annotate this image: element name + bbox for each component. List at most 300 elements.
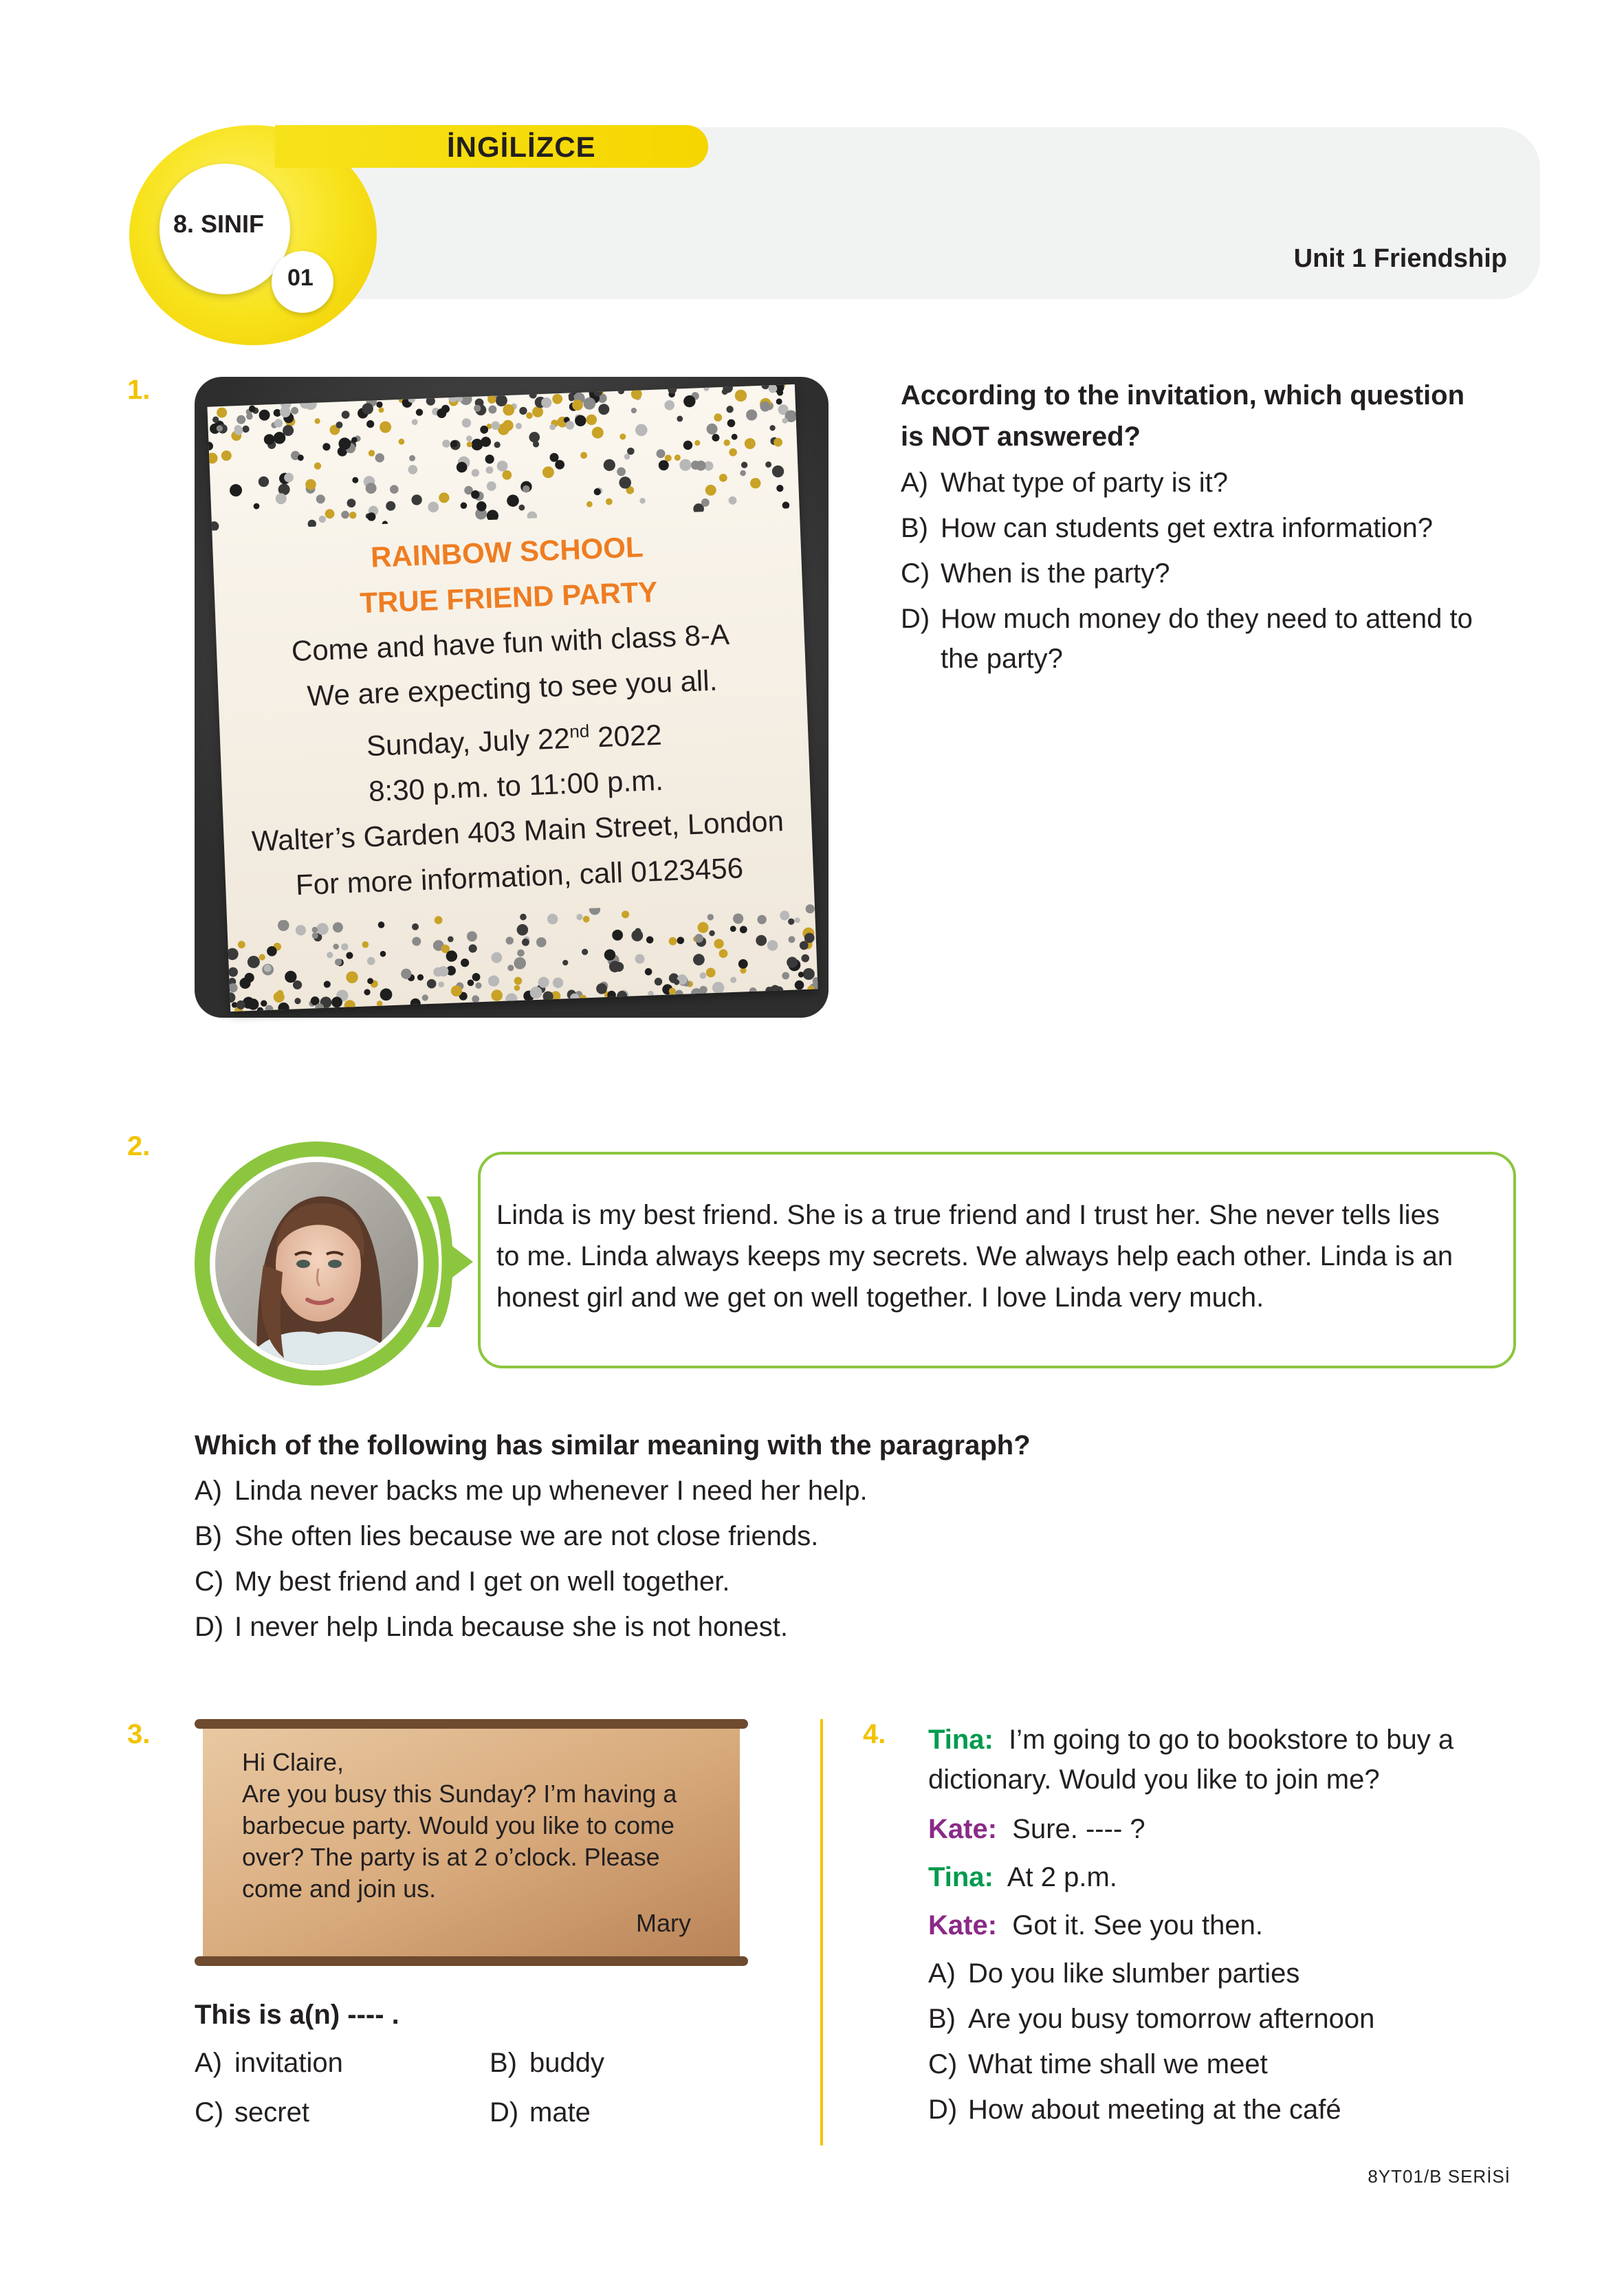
confetti-dot (341, 411, 349, 419)
confetti-dot (494, 441, 501, 448)
confetti-dot (730, 976, 736, 983)
confetti-dot (296, 925, 307, 936)
confetti-dot (586, 501, 593, 507)
q2-option-d[interactable] (195, 1606, 788, 1648)
confetti-dot (562, 960, 569, 966)
q1-option-c[interactable] (901, 553, 1170, 594)
invitation-date-main: Sunday, July 22 (366, 721, 571, 763)
option-letter: A) (195, 1476, 222, 1506)
confetti-dot (428, 501, 439, 512)
confetti-top-decoration (207, 384, 799, 531)
confetti-dot (679, 459, 692, 471)
confetti-dot (514, 976, 522, 985)
invitation-place: Walter’s Garden 403 Main Street, London (251, 805, 784, 857)
confetti-dot (398, 439, 404, 445)
confetti-dot (718, 949, 727, 958)
option-letter: C) (901, 558, 930, 589)
confetti-dot (664, 400, 674, 411)
q2-option-b[interactable] (195, 1516, 818, 1557)
confetti-dot (586, 414, 597, 425)
confetti-dot (782, 972, 789, 979)
confetti-dot (553, 977, 564, 988)
confetti-dot (333, 922, 344, 933)
confetti-dot (496, 461, 507, 472)
confetti-dot (646, 936, 654, 943)
confetti-dot (502, 470, 512, 480)
confetti-dot (712, 982, 725, 994)
dialogue-line-4 (928, 1905, 1263, 1946)
q2-question: Which of the following has similar meaning with the paragraph? (195, 1430, 1031, 1461)
dialogue-line-1-cont: dictionary. Would you like to join me? (928, 1764, 1380, 1795)
confetti-dot (740, 926, 747, 933)
confetti-dot (347, 499, 355, 507)
confetti-dot (467, 979, 474, 986)
option-text: My best friend and I get on well together. (234, 1566, 730, 1597)
note-line-4: over? The party is at 2 o’clock. Please (242, 1843, 660, 1871)
dialogue-line-2 (928, 1808, 1145, 1850)
confetti-dot (408, 465, 417, 474)
invitation-time: 8:30 p.m. to 11:00 p.m. (368, 763, 664, 808)
confetti-dot (542, 466, 555, 479)
confetti-dot (683, 440, 693, 450)
confetti-dot (635, 954, 645, 964)
confetti-dot (278, 919, 289, 931)
confetti-dot (761, 384, 769, 389)
confetti-dot (448, 936, 454, 942)
confetti-dot (333, 943, 339, 950)
note-text (242, 1747, 710, 1905)
confetti-dot (693, 954, 705, 965)
confetti-dot (259, 954, 265, 961)
confetti-dot (536, 937, 547, 948)
girl-portrait (215, 1162, 418, 1365)
confetti-dot (380, 951, 386, 957)
confetti-dot (468, 944, 477, 953)
option-text: invitation (234, 2048, 343, 2078)
confetti-dot (776, 398, 782, 404)
confetti-dot (780, 910, 790, 921)
confetti-dot (411, 494, 422, 505)
confetti-dot (488, 405, 496, 413)
option-text: When is the party? (941, 558, 1170, 589)
confetti-dot (487, 481, 496, 491)
dialogue-line-1 (928, 1719, 1453, 1760)
confetti-dot (364, 989, 371, 996)
q1-option-b[interactable] (901, 507, 1433, 549)
option-letter: D) (901, 604, 930, 634)
option-text: What type of party is it? (941, 468, 1228, 498)
column-divider (820, 1719, 823, 2145)
confetti-dot (221, 450, 232, 461)
confetti-dot (382, 521, 388, 527)
confetti-dot (416, 408, 424, 416)
confetti-dot (801, 954, 809, 963)
confetti-dot (576, 914, 583, 921)
q1-question-line-1: According to the invitation, which question (901, 380, 1464, 411)
confetti-dot (714, 939, 724, 949)
option-text: mate (529, 2097, 591, 2128)
confetti-dot (390, 485, 399, 494)
confetti-dot (514, 985, 520, 991)
option-letter: A) (928, 1958, 956, 1989)
confetti-dot (677, 415, 683, 422)
question-number-3: 3. (127, 1719, 151, 1749)
invitation-school: RAINBOW SCHOOL (370, 530, 644, 573)
paragraph-line-2: to me. Linda always keeps my secrets. We always help each other. Linda is an (496, 1241, 1453, 1271)
q3-option-a[interactable] (195, 2042, 343, 2084)
confetti-dot (580, 452, 587, 459)
confetti-dot (694, 440, 701, 446)
confetti-dot (352, 477, 358, 483)
test-number: 01 (287, 265, 314, 291)
confetti-dot (248, 956, 261, 969)
confetti-dot (488, 975, 500, 987)
confetti-dot (442, 439, 450, 448)
option-letter: A) (901, 468, 928, 498)
note-line-2: Are you busy this Sunday? I’m having a (242, 1780, 677, 1808)
confetti-dot (475, 982, 482, 989)
confetti-dot (767, 940, 778, 951)
confetti-dot (491, 952, 502, 963)
confetti-dot (606, 498, 613, 505)
option-text: She often lies because we are not close friends. (234, 1521, 819, 1551)
confetti-dot (612, 930, 623, 941)
confetti-dot (472, 995, 479, 1003)
invitation-date-suffix: nd (569, 720, 590, 742)
dialogue-text: Got it. See you then. (1012, 1910, 1263, 1940)
q1-question-line-2: is NOT answered? (901, 422, 1141, 452)
q3-question: This is a(n) ---- . (195, 2000, 399, 2030)
confetti-dot (460, 502, 467, 509)
confetti-dot (461, 418, 471, 428)
option-letter: A) (195, 2048, 222, 2078)
q4-option-c[interactable] (928, 2044, 1268, 2085)
confetti-dot (346, 971, 358, 983)
series-footer: 8YT01/B SERİSİ (1368, 2166, 1511, 2187)
q4-option-d[interactable] (928, 2089, 1341, 2130)
grade-label: 8. SINIF (173, 210, 265, 238)
confetti-dot (422, 994, 429, 1001)
confetti-dot (706, 967, 716, 977)
speech-paragraph (496, 1194, 1500, 1318)
confetti-dot (485, 466, 493, 474)
confetti-dot (341, 511, 349, 519)
confetti-dot (645, 968, 652, 976)
confetti-dot (547, 914, 558, 925)
confetti-dot (518, 505, 525, 511)
confetti-dot (375, 453, 384, 463)
confetti-dot (726, 406, 734, 413)
confetti-dot (656, 449, 665, 458)
confetti-dot (734, 389, 747, 402)
option-letter: C) (195, 1566, 224, 1597)
q4-option-b[interactable] (928, 1998, 1374, 2040)
confetti-dot (237, 415, 245, 424)
confetti-dot (380, 421, 392, 433)
confetti-dot (582, 949, 589, 956)
speaker-kate: Kate: (928, 1814, 998, 1844)
confetti-dot (740, 470, 746, 477)
confetti-dot (622, 910, 629, 918)
confetti-dot (745, 438, 756, 450)
note-line-1: Hi Claire, (242, 1748, 344, 1776)
speaker-tina: Tina: (928, 1725, 994, 1755)
confetti-dot (519, 406, 527, 415)
option-text: How about meeting at the café (968, 2095, 1341, 2125)
paragraph-line-1: Linda is my best friend. She is a true friend and I trust her. She never tells lies (496, 1200, 1440, 1230)
confetti-dot (472, 973, 480, 981)
confetti-dot (417, 974, 424, 981)
confetti-dot (412, 923, 419, 930)
confetti-dot (466, 435, 472, 441)
confetti-dot (674, 455, 681, 461)
invitation-line-1: Come and have fun with class 8-A (291, 617, 730, 668)
confetti-dot (729, 448, 737, 457)
note-line-3: barbecue party. Would you like to come (242, 1811, 674, 1839)
speaker-tina: Tina: (928, 1862, 994, 1892)
option-text: How much money do they need to attend to (941, 604, 1473, 634)
q3-option-b[interactable] (490, 2042, 604, 2084)
confetti-dot (527, 511, 537, 521)
confetti-dot (409, 455, 415, 461)
question-number-1: 1. (127, 375, 151, 405)
confetti-dot (258, 476, 269, 487)
option-text: How can students get extra information? (941, 513, 1433, 543)
confetti-dot (802, 968, 815, 981)
q1-option-d-continued: the party? (941, 644, 1063, 674)
confetti-dot (782, 501, 789, 509)
q4-option-a[interactable] (928, 1953, 1299, 1994)
confetti-dot (788, 918, 795, 925)
confetti-dot (439, 492, 450, 503)
confetti-dot (316, 494, 325, 504)
confetti-dot (635, 424, 648, 436)
confetti-dot (238, 941, 245, 948)
confetti-dot (466, 441, 472, 448)
confetti-dot (261, 1000, 267, 1007)
confetti-dot (757, 915, 767, 924)
confetti-dot (380, 988, 392, 1001)
option-letter: B) (195, 1521, 222, 1551)
confetti-dot (733, 913, 744, 924)
confetti-dot (386, 501, 396, 512)
confetti-dot (655, 978, 663, 986)
confetti-dot (230, 484, 243, 497)
confetti-dot (412, 937, 421, 945)
dialogue-text: At 2 p.m. (1007, 1862, 1117, 1892)
confetti-dot (668, 937, 677, 945)
option-text: I never help Linda because she is not honest. (234, 1612, 788, 1642)
confetti-dot (631, 930, 643, 941)
confetti-dot (369, 450, 375, 457)
confetti-dot (367, 957, 375, 965)
option-text: buddy (529, 2048, 604, 2078)
option-text: secret (234, 2097, 309, 2128)
note-line-5: come and join us. (242, 1874, 437, 1903)
confetti-dot (658, 460, 669, 471)
confetti-dot (378, 407, 384, 413)
confetti-dot (723, 439, 730, 446)
confetti-dot (253, 503, 259, 510)
dialogue-text: Sure. ---- ? (1012, 1814, 1145, 1844)
confetti-dot (314, 462, 322, 470)
confetti-dot (471, 469, 479, 477)
confetti-dot (776, 485, 784, 492)
confetti-dot (712, 434, 719, 441)
confetti-dot (322, 443, 331, 451)
dialogue-text: I’m going to go to bookstore to buy a (1009, 1725, 1454, 1755)
confetti-dot (788, 936, 795, 943)
note-signature: Mary (636, 1909, 691, 1937)
invitation-date-year: 2022 (589, 718, 663, 754)
question-number-4: 4. (863, 1719, 886, 1749)
confetti-dot (291, 407, 298, 415)
confetti-dot (507, 965, 514, 972)
confetti-dot (435, 916, 443, 924)
confetti-dot (362, 941, 369, 948)
q3-option-c[interactable] (195, 2092, 309, 2133)
option-letter: D) (928, 2095, 958, 2125)
q3-option-d[interactable] (490, 2092, 591, 2133)
confetti-dot (307, 519, 316, 528)
confetti-dot (376, 402, 383, 408)
confetti-dot (706, 424, 718, 435)
confetti-dot (532, 406, 544, 418)
confetti-dot (228, 983, 238, 993)
confetti-dot (727, 419, 735, 427)
option-letter: B) (901, 513, 928, 543)
confetti-dot (349, 512, 357, 519)
confetti-dot (491, 990, 503, 1001)
confetti-dot (552, 393, 562, 404)
confetti-dot (323, 981, 331, 988)
confetti-dot (217, 407, 228, 418)
unit-title: Unit 1 Friendship (1293, 244, 1507, 273)
portrait-illustration (215, 1162, 418, 1365)
confetti-dot (603, 459, 615, 471)
invitation-card (207, 384, 818, 1012)
confetti-dot (412, 419, 418, 425)
confetti-dot (467, 931, 478, 942)
confetti-dot (728, 496, 736, 505)
confetti-dot (461, 959, 470, 967)
confetti-dot (765, 461, 771, 468)
option-letter: D) (195, 1612, 224, 1642)
paragraph-line-3: honest girl and we get on well together. I love Linda very much. (496, 1282, 1264, 1313)
confetti-dot (227, 948, 239, 960)
confetti-dot (617, 467, 626, 476)
invitation-text (212, 518, 814, 910)
confetti-dot (589, 904, 601, 915)
confetti-dot (341, 943, 349, 951)
confetti-dot (805, 904, 815, 914)
option-text: Linda never backs me up whenever I need her help. (234, 1476, 868, 1506)
confetti-dot (520, 914, 527, 921)
confetti-dot (514, 957, 526, 970)
confetti-dot (314, 418, 320, 424)
option-text: Do you like slumber parties (968, 1958, 1300, 1989)
speaker-kate: Kate: (928, 1910, 998, 1940)
confetti-dot (526, 412, 533, 419)
confetti-dot (516, 924, 528, 936)
confetti-dot (366, 420, 375, 428)
option-letter: D) (490, 2097, 519, 2128)
q1-option-d[interactable] (901, 598, 1473, 639)
confetti-dot (591, 426, 604, 439)
confetti-dot (598, 404, 610, 415)
subject-title: İNGİLİZCE (447, 131, 596, 163)
confetti-dot (325, 509, 334, 518)
speech-pointer-arrow (426, 1196, 474, 1327)
confetti-dot (794, 917, 800, 923)
invitation-party-name: TRUE FRIEND PARTY (359, 575, 659, 620)
confetti-dot (709, 930, 715, 937)
option-letter: C) (928, 2049, 958, 2079)
confetti-dot (738, 959, 748, 969)
confetti-dot (228, 967, 239, 977)
confetti-dot (714, 413, 722, 422)
confetti-dot (707, 914, 714, 921)
confetti-dot (242, 426, 250, 433)
confetti-dot (741, 461, 748, 468)
confetti-dot (639, 498, 646, 504)
q2-option-a[interactable] (195, 1470, 868, 1511)
confetti-dot (516, 423, 523, 430)
confetti-dot (619, 433, 626, 439)
option-text: Are you busy tomorrow afternoon (968, 2004, 1375, 2034)
confetti-dot (794, 981, 804, 990)
confetti-dot (772, 466, 784, 478)
confetti-dot (427, 979, 437, 989)
invitation-info: For more information, call 0123456 (295, 851, 744, 901)
confetti-dot (697, 922, 709, 934)
confetti-dot (259, 409, 270, 421)
option-text: What time shall we meet (968, 2049, 1268, 2079)
invitation-line-2: We are expecting to see you all. (306, 664, 718, 712)
confetti-dot (746, 409, 758, 421)
confetti-dot (705, 485, 716, 496)
confetti-dot (631, 408, 637, 414)
option-letter: B) (490, 2048, 517, 2078)
confetti-dot (378, 921, 385, 928)
confetti-dot (719, 474, 727, 482)
confetti-dot (756, 934, 767, 945)
q1-option-a[interactable] (901, 462, 1228, 503)
confetti-dot (677, 937, 684, 944)
confetti-dot (732, 434, 738, 440)
confetti-dot (505, 937, 514, 945)
confetti-dot (486, 510, 498, 522)
confetti-dot (769, 425, 776, 431)
q2-option-c[interactable] (195, 1561, 729, 1602)
confetti-dot (583, 916, 590, 923)
confetti-dot (327, 952, 333, 959)
confetti-dot (485, 455, 494, 464)
confetti-dot (750, 478, 761, 489)
confetti-dot (507, 494, 519, 507)
confetti-dot (529, 432, 540, 443)
confetti-dot (318, 516, 326, 523)
confetti-dot (294, 998, 301, 1005)
confetti-dot (699, 972, 706, 979)
dialogue-line-3 (928, 1857, 1117, 1898)
confetti-dot (207, 452, 217, 463)
option-letter: C) (195, 2097, 224, 2128)
confetti-dot (730, 926, 736, 932)
confetti-dot (346, 952, 353, 959)
question-number-2: 2. (127, 1131, 151, 1161)
confetti-dot (438, 981, 444, 987)
